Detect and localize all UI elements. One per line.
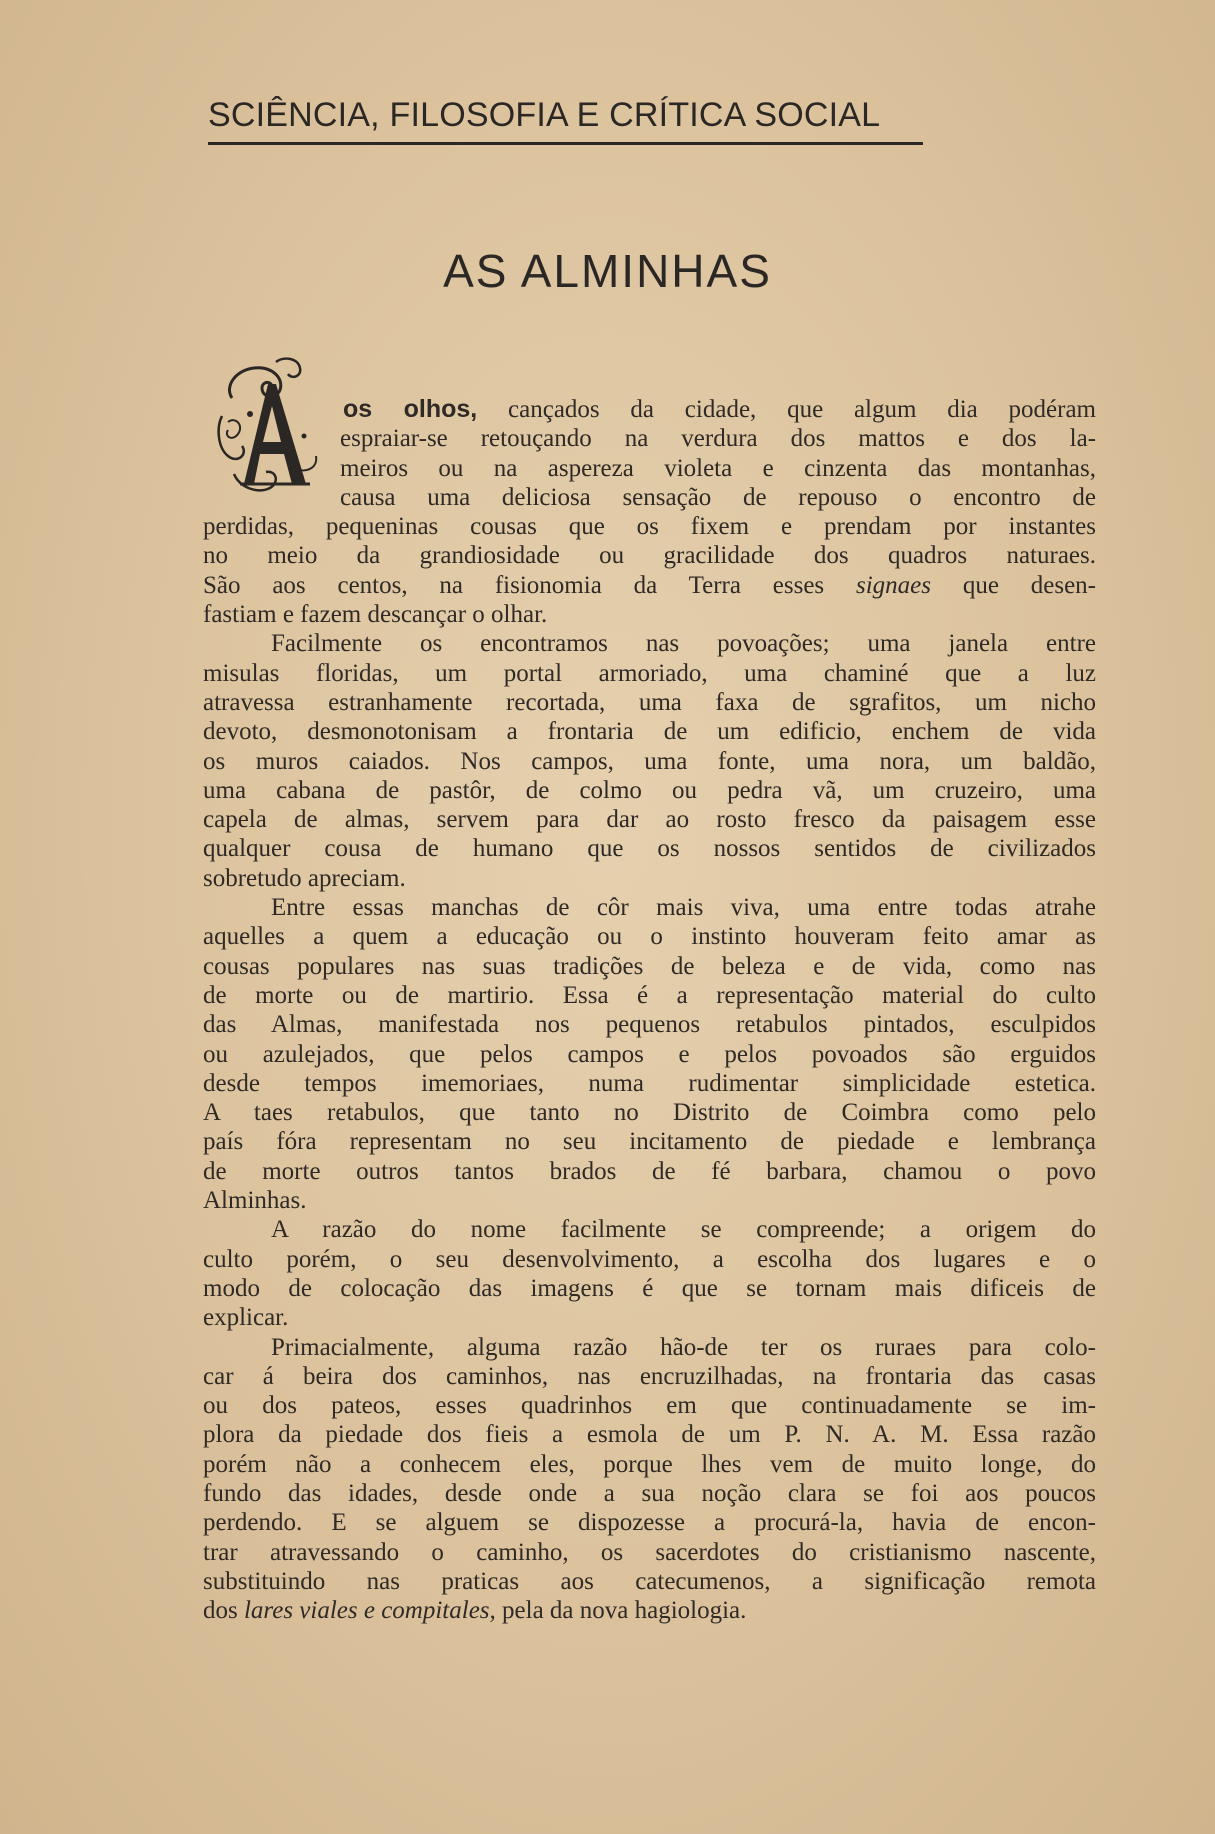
- text-line: [203, 1391, 1096, 1420]
- text-line: [203, 1567, 1096, 1596]
- text-run: devoto, desmonotonisam a frontaria de um edificio, enchem de vida: [203, 718, 1096, 746]
- text-run: porém não a conhecem eles, porque lhes vem de muito longe, do: [203, 1450, 1096, 1478]
- text-run: car á beira dos caminhos, nas encruzilhadas, na frontaria das casas: [203, 1362, 1096, 1390]
- text-run: qualquer cousa de humano que os nossos sentidos de civilizados: [203, 835, 1096, 863]
- text-run: ou dos pateos, esses quadrinhos em que continuadamente se im-: [203, 1392, 1096, 1420]
- running-head-rule: [208, 142, 923, 145]
- text-run: pela da nova hagiologia.: [495, 1597, 747, 1625]
- text-line: [203, 1508, 1096, 1537]
- text-run: cançados da cidade, que algum dia podéram: [477, 396, 1096, 423]
- text-run: fastiam e fazem descançar o olhar.: [203, 601, 548, 629]
- text-run: A taes retabulos, que tanto no Distrito de Coimbra como pelo: [203, 1099, 1096, 1127]
- text-line: [203, 541, 1096, 570]
- text-line: [203, 1450, 1096, 1479]
- article-title: AS ALMINHAS: [443, 245, 772, 297]
- text-run: Alminhas.: [203, 1187, 307, 1215]
- text-line: [203, 1303, 1096, 1332]
- text-line: [203, 1186, 1096, 1215]
- article-body: [203, 395, 1096, 1625]
- text-run: modo de colocação das imagens é que se tornam mais dificeis de: [203, 1274, 1096, 1302]
- text-line: [203, 1069, 1096, 1098]
- text-line: [203, 717, 1096, 746]
- text-line: [340, 424, 1096, 453]
- text-line: [203, 688, 1096, 717]
- text-line: [203, 834, 1096, 863]
- text-run: os muros caiados. Nos campos, uma fonte, uma nora, um baldão,: [203, 747, 1096, 775]
- text-line: [203, 1127, 1096, 1156]
- text-run: causa uma deliciosa sensação de repouso o encontro de: [340, 483, 1096, 511]
- text-run: culto porém, o seu desenvolvimento, a escolha dos lugares e o: [203, 1245, 1096, 1273]
- text-run: Facilmente os encontramos nas povoações; uma janela entre: [271, 630, 1096, 658]
- text-run: espraiar-se retouçando na verdura dos mattos e dos la-: [340, 425, 1096, 453]
- text-line: [203, 1157, 1096, 1186]
- text-run: no meio da grandiosidade ou gracilidade dos quadros naturaes.: [203, 542, 1096, 570]
- text-line: [203, 1333, 1096, 1362]
- text-run: de morte ou de martirio. Essa é a representação material do culto: [203, 981, 1096, 1009]
- text-line: [203, 659, 1096, 688]
- running-head: SCIÊNCIA, FILOSOFIA E CRÍTICA SOCIAL: [208, 96, 881, 134]
- text-run: perdidas, pequeninas cousas que os fixem e prendam por instantes: [203, 513, 1096, 541]
- text-run: sobretudo apreciam.: [203, 864, 406, 892]
- text-line: [203, 1362, 1096, 1391]
- text-line: [203, 1274, 1096, 1303]
- text-run: substituindo nas praticas aos catecumenos, a significação remota: [203, 1567, 1096, 1595]
- text-line: [203, 776, 1096, 805]
- text-line: [343, 395, 1096, 424]
- text-line: [340, 454, 1096, 483]
- text-run: país fóra representam no seu incitamento de piedade e lembrança: [203, 1128, 1096, 1156]
- text-run: plora da piedade dos fieis a esmola de um P. N. A. M. Essa razão: [203, 1421, 1096, 1449]
- text-line: [340, 483, 1096, 512]
- text-line: [203, 1040, 1096, 1069]
- text-line: [203, 629, 1096, 658]
- text-line: [203, 1479, 1096, 1508]
- text-line: [203, 600, 1096, 629]
- text-line: [203, 952, 1096, 981]
- bold-lead-in: os olhos,: [343, 395, 478, 423]
- text-line: [203, 571, 1096, 600]
- text-line: [203, 893, 1096, 922]
- text-line: [203, 1215, 1096, 1244]
- text-run: uma cabana de pastôr, de colmo ou pedra vã, um cruzeiro, uma: [203, 776, 1096, 804]
- italic-phrase: signaes: [856, 571, 931, 599]
- text-run: dos: [203, 1597, 244, 1625]
- text-line: [203, 1420, 1096, 1449]
- text-run: São aos centos, na fisionomia da Terra esses: [203, 571, 856, 599]
- text-run: fundo das idades, desde onde a sua noção clara se foi aos poucos: [203, 1479, 1096, 1507]
- text-run: que desen-: [931, 571, 1096, 599]
- text-line: [203, 1098, 1096, 1127]
- text-line: [203, 922, 1096, 951]
- text-run: aquelles a quem a educação ou o instinto houveram feito amar as: [203, 923, 1096, 951]
- text-line: [203, 747, 1096, 776]
- text-run: capela de almas, servem para dar ao rosto fresco da paisagem esse: [203, 806, 1096, 834]
- text-line: [203, 864, 1096, 893]
- text-run: trar atravessando o caminho, os sacerdotes do cristianismo nascente,: [203, 1538, 1096, 1566]
- text-run: A razão do nome facilmente se compreende; a origem do: [271, 1216, 1096, 1244]
- text-line: [203, 1010, 1096, 1039]
- text-run: perdendo. E se alguem se dispozesse a procurá-la, havia de encon-: [203, 1509, 1096, 1537]
- text-run: cousas populares nas suas tradições de beleza e de vida, como nas: [203, 952, 1096, 980]
- text-run: misulas floridas, um portal armoriado, uma chaminé que a luz: [203, 659, 1096, 687]
- text-line: [203, 1596, 1096, 1625]
- text-run: atravessa estranhamente recortada, uma faxa de sgrafitos, um nicho: [203, 688, 1096, 716]
- text-run: das Almas, manifestada nos pequenos retabulos pintados, esculpidos: [203, 1011, 1096, 1039]
- text-line: [203, 512, 1096, 541]
- italic-phrase: lares viales e compitales,: [243, 1597, 496, 1625]
- text-run: meiros ou na aspereza violeta e cinzenta das montanhas,: [340, 454, 1096, 482]
- text-line: [203, 1245, 1096, 1274]
- text-run: de morte outros tantos brados de fé barbara, chamou o povo: [203, 1157, 1096, 1185]
- text-line: [203, 1538, 1096, 1567]
- text-line: [203, 805, 1096, 834]
- text-run: Primacialmente, alguma razão hão-de ter os ruraes para colo-: [271, 1333, 1096, 1361]
- text-run: desde tempos imemoriaes, numa rudimentar simplicidade estetica.: [203, 1069, 1096, 1097]
- text-line: [203, 981, 1096, 1010]
- text-run: ou azulejados, que pelos campos e pelos povoados são erguidos: [203, 1040, 1096, 1068]
- text-run: Entre essas manchas de côr mais viva, uma entre todas atrahe: [271, 894, 1096, 922]
- text-run: explicar.: [203, 1304, 289, 1332]
